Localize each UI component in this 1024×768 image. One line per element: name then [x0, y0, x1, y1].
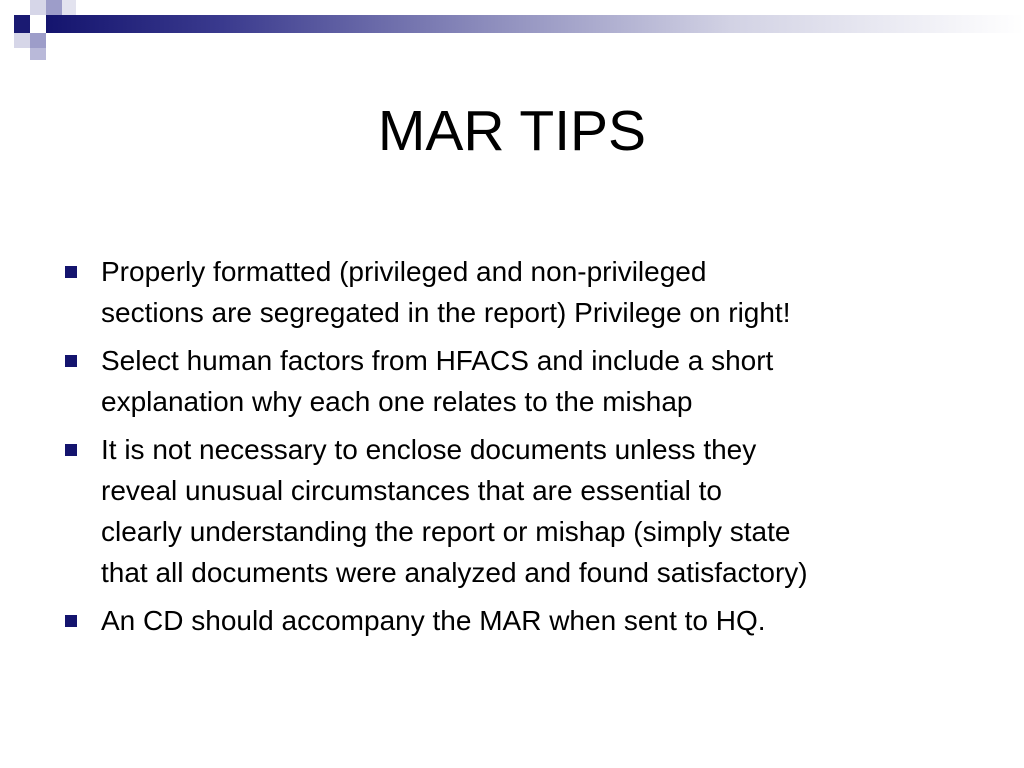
square-bullet-icon — [65, 444, 77, 456]
deco-square — [14, 33, 30, 48]
deco-square — [30, 0, 46, 15]
bullet-line: sections are segregated in the report) Privilege on right! — [101, 297, 791, 328]
square-bullet-icon — [65, 615, 77, 627]
bullet-line: clearly understanding the report or mishap (simply state — [101, 516, 791, 547]
deco-square — [14, 15, 30, 33]
bullet-item — [62, 600, 982, 641]
square-bullet-icon — [65, 266, 77, 278]
bullet-line: Select human factors from HFACS and include a short — [101, 345, 774, 376]
deco-square — [30, 48, 46, 60]
bullet-line: that all documents were analyzed and found satisfactory) — [101, 557, 808, 588]
bullet-line: explanation why each one relates to the mishap — [101, 386, 693, 417]
deco-square — [62, 0, 76, 15]
bullet-line: Properly formatted (privileged and non-privileged — [101, 256, 707, 287]
bullet-line: reveal unusual circumstances that are essential to — [101, 475, 722, 506]
bullet-line: It is not necessary to enclose documents unless they — [101, 434, 757, 465]
deco-square — [30, 33, 46, 48]
deco-square — [46, 0, 62, 15]
header-gradient-bar — [46, 15, 1024, 33]
bullet-item — [62, 251, 982, 333]
deco-square — [30, 15, 46, 33]
bullet-list — [62, 251, 982, 648]
slide-title: MAR TIPS — [377, 99, 647, 163]
bullet-item — [62, 340, 982, 422]
header-decoration — [0, 0, 1024, 64]
square-bullet-icon — [65, 355, 77, 367]
bullet-line: An CD should accompany the MAR when sent to HQ. — [101, 605, 766, 636]
bullet-item — [62, 429, 982, 593]
